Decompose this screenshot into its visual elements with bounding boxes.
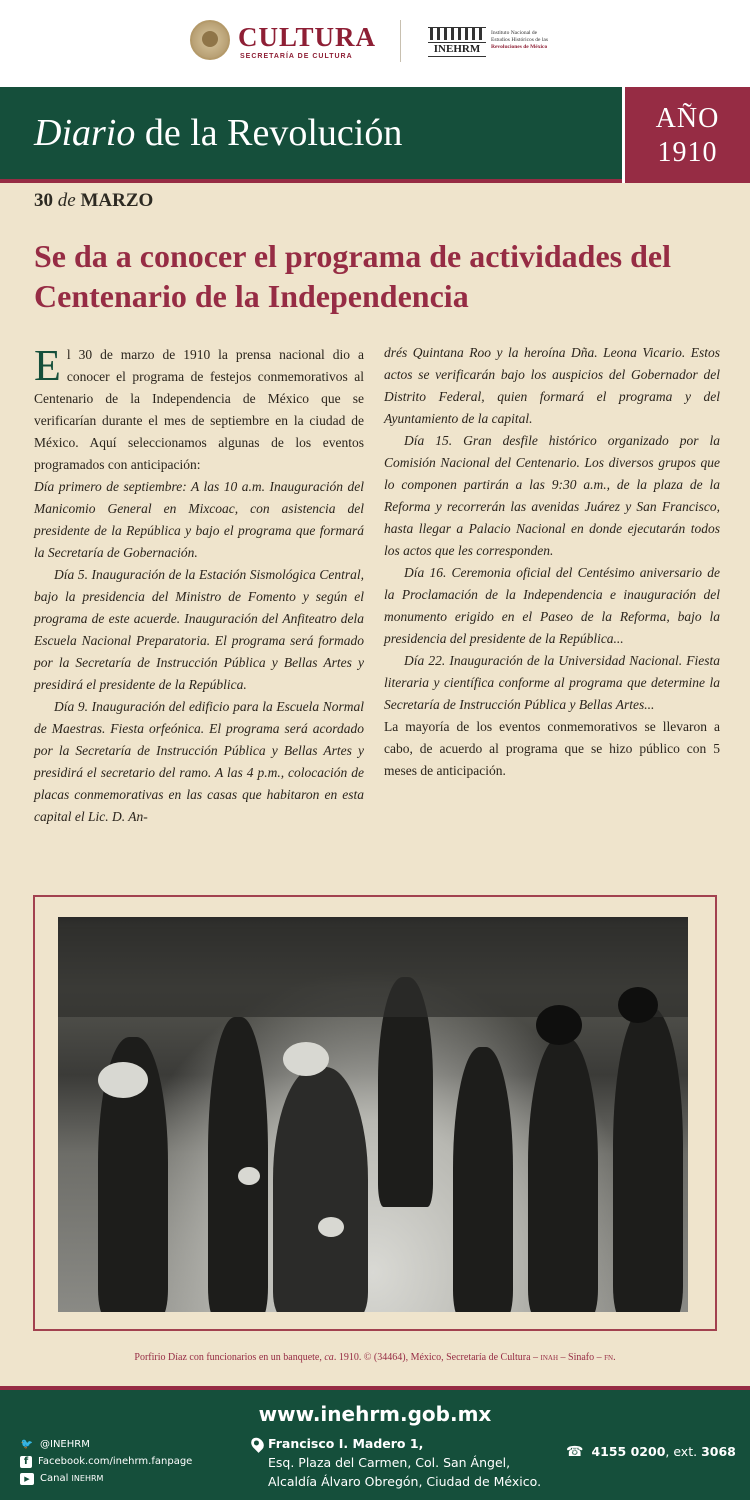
publication-title-rest: de la Revolución	[135, 112, 403, 154]
logo-divider	[400, 20, 401, 62]
article-column-right	[384, 342, 720, 782]
program-item-day-22: Día 22. Inauguración de la Universidad Nacional. Fiesta literaria y científica conforme al programa que determine la Secretaría de Instrucción Pública y Bellas Artes...	[384, 653, 720, 712]
publication-title	[34, 111, 402, 155]
program-quote-left	[34, 476, 364, 828]
article-column-left	[34, 341, 364, 828]
title-band-stripe	[0, 179, 622, 183]
closing-paragraph: La mayoría de los eventos conmemorativos se llevaron a cabo, de acuerdo al programa que se hizo público con 5 meses de anticipación.	[384, 719, 720, 778]
address-line-1: Francisco I. Madero 1,	[268, 1436, 424, 1451]
inehrm-name-line-3: Revoluciones de México	[491, 44, 548, 50]
drop-cap: E	[34, 341, 61, 390]
inehrm-name-line-1: Instituto Nacional de	[491, 30, 538, 36]
caption-circa: ca	[324, 1352, 334, 1363]
caption-inah: inah	[540, 1352, 559, 1363]
photo-glove	[238, 1167, 260, 1185]
twitter-handle: @INEHRM	[40, 1439, 90, 1450]
phone-number: 4155 0200	[591, 1444, 666, 1459]
photo-crowd	[58, 927, 688, 1017]
inehrm-logo-text: INEHRM	[428, 42, 486, 57]
logo-bar	[0, 0, 750, 87]
photo-hat	[618, 987, 658, 1023]
phone-icon: ☎	[566, 1444, 584, 1460]
photo-caption	[0, 1352, 750, 1363]
social-links	[20, 1436, 192, 1487]
youtube-link[interactable]	[20, 1470, 192, 1487]
date-connector: de	[57, 190, 76, 211]
inehrm-columns-icon	[430, 28, 484, 40]
facebook-url: Facebook.com/inehrm.fanpage	[38, 1456, 193, 1467]
year-badge	[622, 87, 750, 183]
historical-photo	[58, 917, 688, 1312]
year-value: 1910	[657, 137, 718, 168]
photo-glove	[318, 1217, 344, 1237]
caption-text: Porfirio Díaz con funcionarios en un banquete,	[134, 1352, 325, 1363]
caption-text: – Sinafo –	[558, 1352, 605, 1363]
address-line-3: Alcaldía Álvaro Obregón, Ciudad de México.	[268, 1474, 542, 1489]
cultura-logo-subtitle: SECRETARÍA DE CULTURA	[240, 53, 353, 60]
program-item-day-9: Día 9. Inauguración del edificio para la Escuela Normal de Maestras. Fiesta orfeónica. El programa será acordado por la Secretaría de Instrucción Pública y Bellas Artes y presidirá el secretario del ramo. A las 4 p.m., colocación de placas conmemorativas en las casas que habitaron en esta capital el Lic. D. An-	[34, 699, 364, 824]
article-headline: Se da a conocer el programa de actividades del Centenario de la Independencia	[34, 238, 671, 314]
twitter-icon: 🐦	[20, 1438, 34, 1450]
inehrm-name-line-2: Estudios Históricos de las	[491, 37, 548, 43]
facebook-icon: f	[20, 1456, 32, 1468]
phone-contact[interactable]	[566, 1444, 736, 1460]
mexico-seal-icon	[190, 20, 230, 60]
cultura-logo-text: CULTURA	[238, 22, 377, 52]
program-item-day-5: Día 5. Inauguración de la Estación Sismológica Central, bajo la presidencia del Ministro de Fomento y según el programa de este acuerde. Inauguración del Anfiteatro dela Escuela Nacional Preparatoria. El programa será formado por la Secretaría de Instrucción Pública y Bellas Artes y presidirá el presidente de la República.	[34, 567, 364, 692]
phone-ext-label: , ext.	[665, 1444, 702, 1459]
publication-title-italic: Diario	[34, 112, 136, 154]
address-line-2: Esq. Plaza del Carmen, Col. San Ángel,	[268, 1455, 511, 1470]
date-month: MARZO	[80, 190, 154, 211]
program-item-day-9-continued: drés Quintana Roo y la heroína Dña. Leona Vicario. Estos actos se verificarán bajo los auspicios del Gobernador del Distrito Federal, quien formará el programa y del Ayuntamiento de la capital.	[384, 345, 720, 426]
photo-figure	[613, 1007, 683, 1312]
photo-helmet-light	[283, 1042, 329, 1076]
photo-figure	[273, 1067, 368, 1312]
photo-figure	[208, 1017, 268, 1312]
photo-figure	[528, 1037, 598, 1312]
address-block	[252, 1434, 541, 1491]
program-item-day-16: Día 16. Ceremonia oficial del Centésimo aniversario de la Proclamación de la Independencia e inauguración del monumento erigido en el Paseo de la Reforma, bajo la presidencia del presidente de la República...	[384, 565, 720, 646]
article-date	[34, 190, 153, 212]
caption-text: .	[613, 1352, 616, 1363]
inehrm-full-name	[491, 30, 581, 51]
twitter-link[interactable]	[20, 1436, 192, 1453]
footer	[0, 1390, 750, 1500]
facebook-link[interactable]	[20, 1453, 192, 1470]
phone-extension: 3068	[701, 1444, 736, 1459]
program-item-sept-1: Día primero de septiembre: A las 10 a.m. Inauguración del Manicomio General en Mixcoac, con asistencia del presidente de la República y bajo el programa que formará la Secretaría de Gobernación.	[34, 479, 364, 560]
program-quote-right	[384, 342, 720, 716]
photo-hat-light	[98, 1062, 148, 1098]
year-label: AÑO	[655, 103, 720, 134]
caption-text: . 1910. © (34464), México, Secretaría de Cultura –	[333, 1352, 541, 1363]
photo-figure	[453, 1047, 513, 1312]
youtube-channel: INEHRM	[71, 1474, 104, 1483]
caption-fn: fn	[604, 1352, 614, 1363]
photo-hat	[536, 1005, 582, 1045]
website-link[interactable]: www.inehrm.gob.mx	[258, 1402, 492, 1426]
intro-text: l 30 de marzo de 1910 la prensa nacional dio a conocer el programa de festejos conmemorativos al Centenario de la Independencia de México que se verificarían durante el mes de septiembre en la ciudad de México. Aquí seleccionamos algunas de los eventos programados con anticipación:	[34, 347, 364, 472]
date-day: 30	[34, 190, 53, 211]
youtube-label: Canal	[40, 1473, 69, 1484]
youtube-icon: ▶	[20, 1473, 34, 1485]
program-item-day-15: Día 15. Gran desfile histórico organizado por la Comisión Nacional del Centenario. Los diversos grupos que lo componen partirán a las 9:30 a.m., de la plaza de la Reforma y recorrerán las avenidas Juárez y San Francisco, hasta llegar a Palacio Nacional en donde ejecutarán todos los actos que les corresponden.	[384, 433, 720, 558]
location-pin-icon	[249, 1435, 267, 1453]
intro-paragraph	[34, 341, 364, 476]
